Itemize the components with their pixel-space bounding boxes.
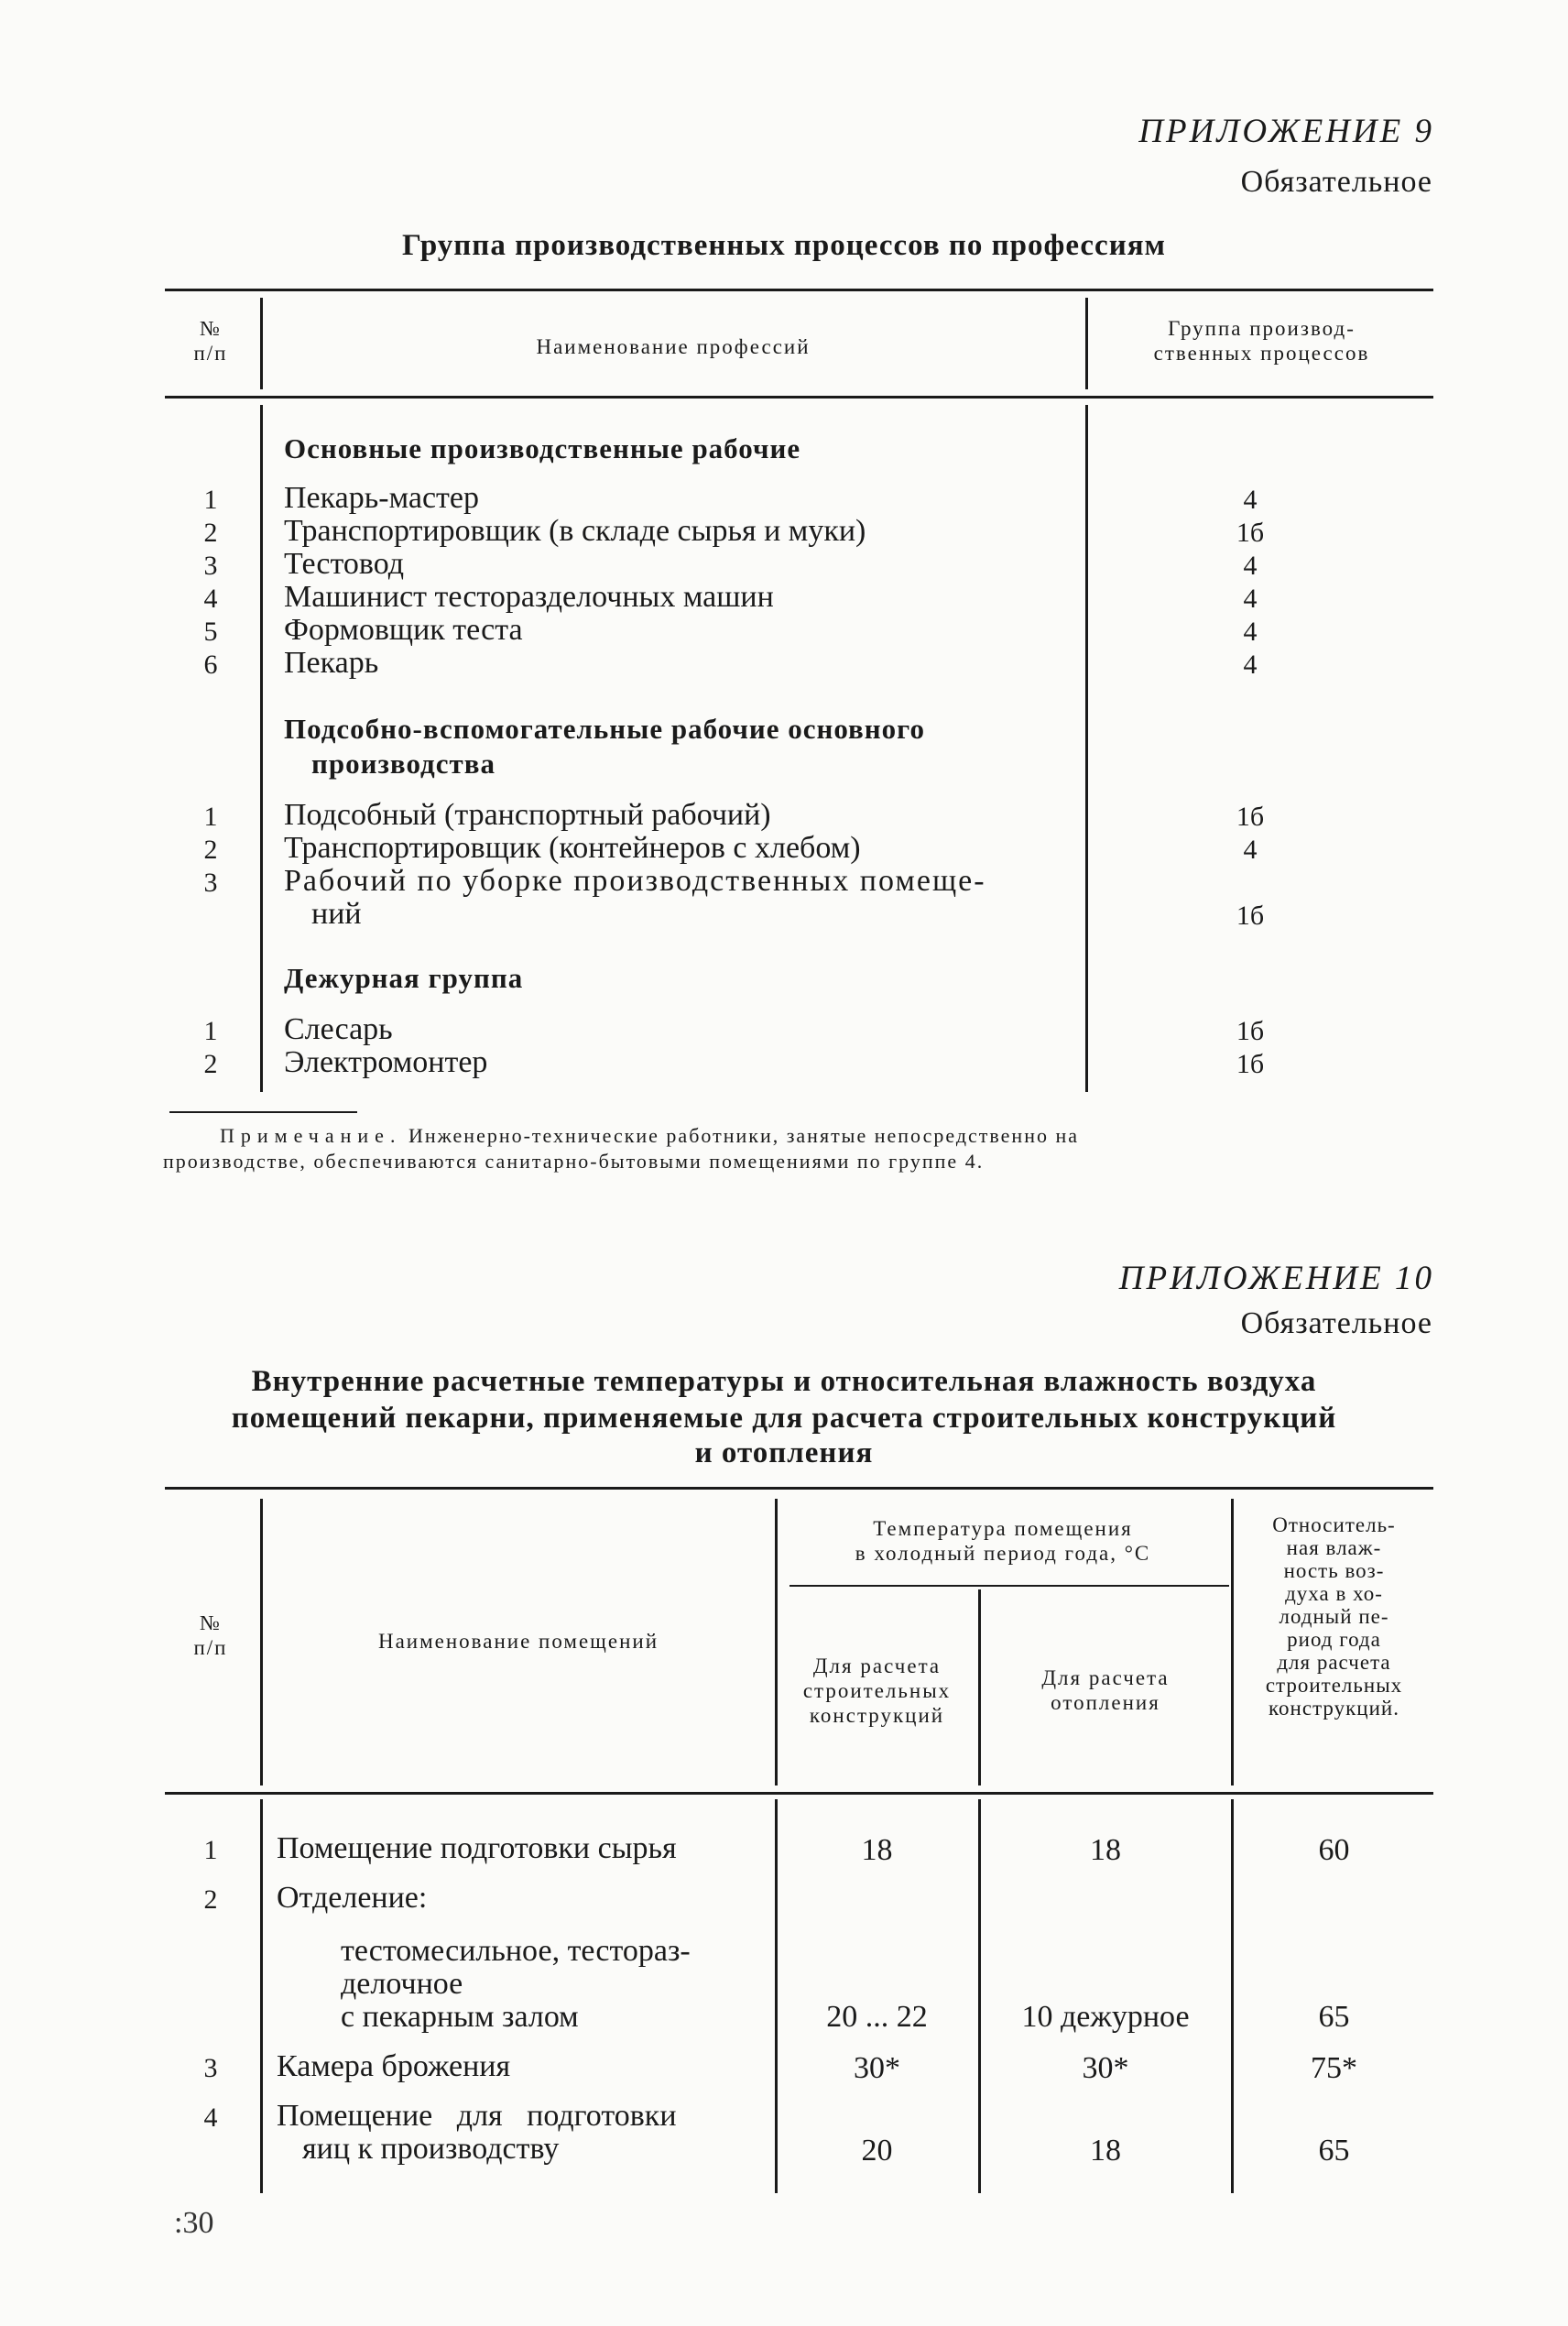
row-temp-build: 30* (854, 2051, 900, 2085)
row-name: Машинист тесторазделочных машин (284, 580, 774, 614)
col-humidity-header-line: для расчета (1277, 1651, 1391, 1674)
note-text: Инженерно-технические работники, занятые непосредственно на (408, 1124, 1080, 1147)
appendix9-status: Обязательное (1240, 165, 1432, 199)
note-rule (169, 1111, 357, 1113)
col-group-header-line: ственных процессов (1153, 342, 1370, 365)
note-label: Примечание. (220, 1124, 402, 1147)
col-temp-header (779, 1516, 1227, 1566)
row-temp-build: 20 (861, 2134, 893, 2168)
col-num-header-line: № (200, 1611, 222, 1634)
col-humidity-header-line: ность воз- (1283, 1559, 1385, 1582)
row-number: 5 (203, 617, 218, 647)
col-name-header: Наименование помещений (377, 1630, 659, 1653)
col-divider (260, 405, 263, 1092)
table-top-rule (165, 289, 1433, 291)
row-name: Помещение подготовки сырья (277, 1831, 677, 1865)
col-num-header-line: п/п (193, 342, 228, 365)
appendix10-title-line: помещений пекарни, применяемые для расчета строительных конструкций (231, 1402, 1337, 1435)
col-num-header-line: № (200, 317, 222, 340)
row-group: 1б (1236, 1049, 1265, 1079)
row-number: 1 (203, 1835, 218, 1865)
col-temp-header-line: в холодный период года, °С (855, 1542, 1151, 1565)
row-number: 4 (203, 584, 218, 614)
col-divider (1085, 405, 1088, 1092)
row-group: 4 (1243, 835, 1258, 865)
col-num-header (165, 1611, 256, 1660)
col-humidity-header-line: конструкций. (1269, 1697, 1399, 1720)
col-humidity-header-line: ная влаж- (1286, 1536, 1382, 1559)
col-temp-build-header (779, 1654, 975, 1728)
section-title: Дежурная группа (284, 962, 524, 994)
appendix9-heading: ПРИЛОЖЕНИЕ 9 (1138, 113, 1434, 150)
row-group: 4 (1243, 485, 1258, 515)
row-number: 2 (203, 1884, 218, 1915)
row-number: 3 (203, 551, 218, 581)
row-name: тестомесильное, тестораз- (341, 1934, 691, 1968)
row-number: 1 (203, 802, 218, 832)
row-number: 3 (203, 2053, 218, 2083)
row-temp-heat: 10 дежурное (1021, 2000, 1190, 2034)
col-temp-heat-header (982, 1665, 1229, 1715)
col-humidity-header-line: лодный пе- (1279, 1605, 1389, 1628)
row-name: Подсобный (транспортный рабочий) (284, 798, 771, 832)
row-group: 1б (1236, 901, 1265, 931)
row-name: Помещение для подготовки (277, 2099, 677, 2133)
row-number: 2 (203, 1049, 218, 1079)
row-name: Электромонтер (284, 1045, 488, 1079)
row-name: Отделение: (277, 1881, 428, 1915)
row-name: Камера брожения (277, 2049, 511, 2083)
col-temp-build-header-line: Для расчета (812, 1654, 942, 1677)
col-name-header: Наименование профессий (536, 335, 811, 358)
col-temp-heat-header-line: Для расчета (1041, 1666, 1170, 1689)
row-name: Тестовод (284, 547, 405, 581)
row-humidity: 65 (1318, 2134, 1350, 2168)
col-divider (978, 1799, 981, 2193)
col-divider (1085, 298, 1088, 389)
col-temp-header-line: Температура помещения (873, 1517, 1133, 1540)
row-name: ний (311, 897, 362, 931)
col-divider (775, 1799, 778, 2193)
row-name: Пекарь-мастер (284, 481, 479, 515)
note-text: производстве, обеспечиваются санитарно-бытовыми помещениями по группе 4. (163, 1150, 985, 1173)
section-title: Основные производственные рабочие (284, 432, 801, 464)
row-group: 1б (1236, 802, 1265, 832)
row-humidity: 75* (1311, 2051, 1357, 2085)
col-divider (978, 1589, 981, 1785)
appendix10-status: Обязательное (1240, 1306, 1432, 1340)
row-name: с пекарным залом (341, 2000, 579, 2034)
row-group: 4 (1243, 650, 1258, 680)
row-temp-heat: 18 (1090, 1833, 1121, 1867)
col-humidity-header-line: строительных (1265, 1674, 1403, 1697)
section-title: производства (311, 748, 495, 780)
row-name: Рабочий по уборке производственных помеще- (284, 864, 986, 898)
col-temp-build-header-line: строительных (802, 1679, 952, 1702)
row-number: 4 (203, 2102, 218, 2133)
col-num-header (165, 316, 256, 366)
col-group-header-line: Группа производ- (1168, 317, 1356, 340)
col-divider (1231, 1499, 1234, 1785)
row-name: делочное (341, 1967, 463, 2001)
row-temp-heat: 18 (1090, 2134, 1121, 2168)
row-temp-build: 18 (861, 1833, 893, 1867)
row-number: 2 (203, 835, 218, 865)
col-temp-heat-header-line: отопления (1051, 1691, 1160, 1714)
col-divider (775, 1499, 778, 1785)
col-divider (260, 1499, 263, 1785)
row-name: Пекарь (284, 646, 379, 680)
table-header-rule (165, 396, 1433, 399)
row-group: 4 (1243, 551, 1258, 581)
col-temp-build-header-line: конструкций (809, 1704, 945, 1727)
row-group: 1б (1236, 518, 1265, 548)
row-name: яиц к производству (302, 2132, 560, 2166)
table-top-rule (165, 1487, 1433, 1490)
temp-subheader-rule (789, 1585, 1229, 1587)
note (220, 1123, 1079, 1149)
appendix10-title-line: Внутренние расчетные температуры и относительная влажность воздуха (251, 1365, 1317, 1398)
row-group: 4 (1243, 617, 1258, 647)
appendix10-title-line: и отопления (694, 1436, 874, 1469)
appendix10-heading: ПРИЛОЖЕНИЕ 10 (1118, 1260, 1434, 1297)
page-number: :30 (174, 2206, 214, 2240)
table-header-rule (165, 1792, 1433, 1795)
row-temp-heat: 30* (1082, 2051, 1129, 2085)
col-humidity-header-line: духа в хо- (1285, 1582, 1383, 1605)
row-temp-build: 20 ... 22 (826, 2000, 928, 2034)
section-title: Подсобно-вспомогательные рабочие основного (284, 713, 925, 745)
row-humidity: 60 (1318, 1833, 1350, 1867)
row-number: 2 (203, 518, 218, 548)
col-group-header (1090, 316, 1433, 366)
col-divider (260, 1799, 263, 2193)
col-divider (260, 298, 263, 389)
row-number: 1 (203, 485, 218, 515)
col-divider (1231, 1799, 1234, 2193)
row-name: Транспортировщик (контейнеров с хлебом) (284, 831, 861, 865)
row-name: Транспортировщик (в складе сырья и муки) (284, 514, 866, 548)
row-name: Слесарь (284, 1012, 393, 1046)
row-humidity: 65 (1318, 2000, 1350, 2034)
row-group: 1б (1236, 1016, 1265, 1046)
row-group: 4 (1243, 584, 1258, 614)
col-humidity-header-line: Относитель- (1272, 1513, 1396, 1536)
col-humidity-header (1235, 1513, 1433, 1720)
row-number: 1 (203, 1016, 218, 1046)
row-number: 3 (203, 868, 218, 898)
appendix9-title: Группа производственных процессов по профессиям (401, 229, 1167, 262)
col-humidity-header-line: риод года (1287, 1628, 1381, 1651)
row-number: 6 (203, 650, 218, 680)
row-name: Формовщик теста (284, 613, 523, 647)
col-num-header-line: п/п (193, 1636, 228, 1659)
